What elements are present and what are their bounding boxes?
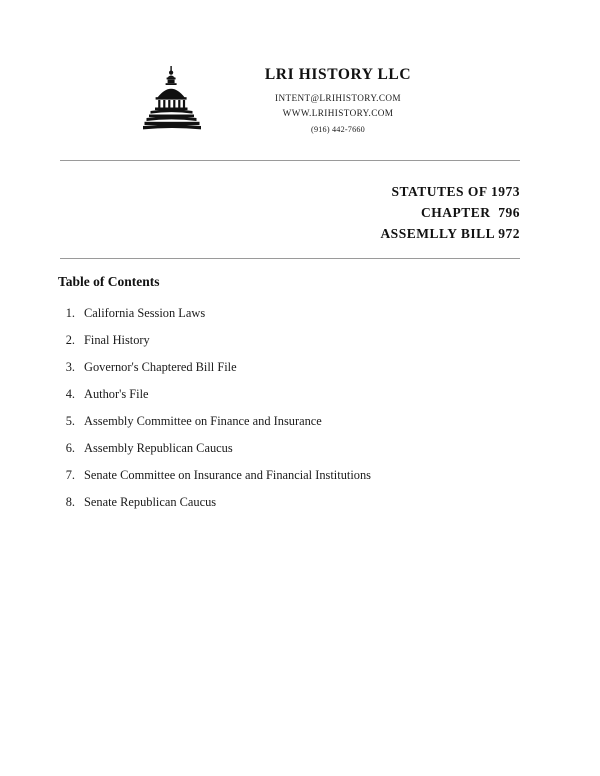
title-block <box>60 181 520 244</box>
list-item <box>58 386 528 413</box>
toc-item-label: Final History <box>84 333 150 347</box>
toc-heading: Table of Contents <box>58 274 160 289</box>
bill-number: ASSEMLLY BILL 972 <box>380 226 520 241</box>
toc-item-label: California Session Laws <box>84 306 206 320</box>
capitol-dome-icon <box>137 64 207 136</box>
list-item <box>58 305 528 332</box>
divider-bottom <box>60 258 520 259</box>
chapter-number: CHAPTER 796 <box>420 205 520 220</box>
phone-number: (916) 442-7660 <box>311 125 365 134</box>
toc-item-number: 8. <box>65 495 75 509</box>
toc-item-label: Governor's Chaptered Bill File <box>84 360 237 374</box>
statutes-year: STATUTES OF 1973 <box>391 184 520 199</box>
firm-name: LRI HISTORY LLC <box>264 66 412 83</box>
email-address: INTENT@LRIHISTORY.COM <box>274 93 401 103</box>
letterhead-text <box>213 58 463 134</box>
toc-list <box>58 305 528 521</box>
toc-item-label: Senate Committee on Insurance and Financial Institutions <box>84 468 371 482</box>
list-item <box>58 413 528 440</box>
website-address: WWW.LRIHISTORY.COM <box>282 108 394 118</box>
toc-item-number: 3. <box>65 360 75 374</box>
toc-item-number: 6. <box>65 441 75 455</box>
toc-item-number: 4. <box>65 387 75 401</box>
toc-item-label: Assembly Republican Caucus <box>84 441 233 455</box>
toc-item-number: 1. <box>65 306 75 320</box>
toc-item-label: Assembly Committee on Finance and Insurance <box>84 414 322 428</box>
toc-item-label: Senate Republican Caucus <box>84 495 217 509</box>
toc-item-number: 5. <box>65 414 75 428</box>
list-item <box>58 494 528 521</box>
toc-item-number: 2. <box>65 333 75 347</box>
toc-item-label: Author's File <box>84 387 149 401</box>
list-item <box>58 332 528 359</box>
toc-item-number: 7. <box>65 468 75 482</box>
letterhead <box>0 58 600 136</box>
divider-top <box>60 160 520 161</box>
list-item <box>58 467 528 494</box>
list-item <box>58 359 528 386</box>
list-item <box>58 440 528 467</box>
